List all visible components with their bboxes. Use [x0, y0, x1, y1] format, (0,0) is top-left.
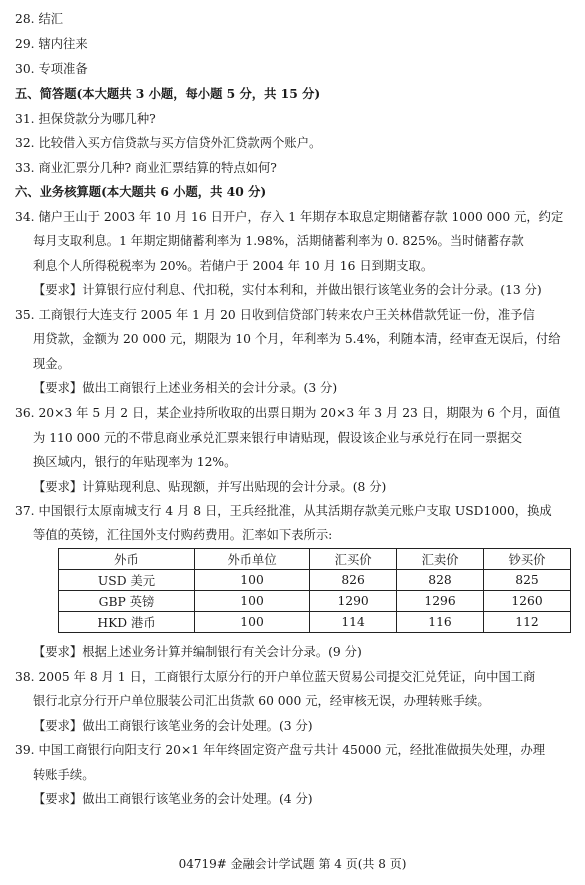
table-cell: 112 [484, 612, 571, 633]
item-38-requirement: 【要求】做出工商银行该笔业务的会计处理。(3 分) [33, 719, 313, 733]
item-38-line-1: 38. 2005 年 8 月 1 日，工商银行太原分行的开户单位蓝天贸易公司提交汇兑凭证，向中国工商 [15, 670, 536, 684]
item-34-line-2: 每月支取利息。1 年期定期储蓄利率为 1.98%，活期储蓄利率为 0. 825%。当时储蓄存款 [33, 234, 524, 248]
item-39-line-2: 转账手续。 [33, 768, 95, 782]
table-cell: GBP 英镑 [59, 591, 195, 612]
item-30: 30. 专项准备 [15, 62, 88, 76]
header-remit-buy: 汇买价 [310, 549, 397, 570]
item-38-line-2: 银行北京分行开户单位服装公司汇出货款 60 000 元，经审核无误，办理转账手续。 [33, 694, 490, 708]
item-35-line-1: 35. 工商银行大连支行 2005 年 1 月 20 日收到信贷部门转来农户王关林借款凭证一份，准予信 [15, 308, 535, 322]
table-row [59, 570, 571, 591]
table-row [59, 612, 571, 633]
table-cell: 100 [194, 570, 309, 591]
table-header-row [59, 549, 571, 570]
item-34-line-3: 利息个人所得税税率为 20%。若储户于 2004 年 10 月 16 日到期支取。 [33, 259, 434, 273]
item-34-requirement: 【要求】计算银行应付利息、代扣税，实付本利和，并做出银行该笔业务的会计分录。(13 分) [33, 283, 542, 297]
table-cell: HKD 港币 [59, 612, 195, 633]
header-cash-buy: 钞买价 [484, 549, 571, 570]
item-29: 29. 辖内往来 [15, 37, 88, 51]
item-35-line-3: 现金。 [33, 357, 70, 371]
item-32: 32. 比较借入买方信贷款与买方信贷外汇贷款两个账户。 [15, 136, 322, 150]
item-37-line-2: 等值的英镑，汇往国外支付购药费用。汇率如下表所示: [33, 528, 333, 542]
item-33: 33. 商业汇票分几种? 商业汇票结算的特点如何? [15, 161, 277, 175]
item-28: 28. 结汇 [15, 12, 64, 26]
item-35-requirement: 【要求】做出工商银行上述业务相关的会计分录。(3 分) [33, 381, 338, 395]
item-37-requirement: 【要求】根据上述业务计算并编制银行有关会计分录。(9 分) [33, 645, 362, 659]
table-cell: 825 [484, 570, 571, 591]
item-39-requirement: 【要求】做出工商银行该笔业务的会计处理。(4 分) [33, 792, 313, 806]
page-footer: 04719# 金融会计学试题 第 4 页(共 8 页) [178, 857, 407, 871]
table-cell: 100 [194, 612, 309, 633]
item-34-line-1: 34. 储户王山于 2003 年 10 月 16 日开户，存入 1 年期存本取息定期储蓄存款 1000 000 元，约定 [15, 210, 564, 224]
table-cell: 828 [397, 570, 484, 591]
item-35-line-2: 用贷款，金额为 20 000 元，期限为 10 个月，年利率为 5.4%，利随本清，经审查无误后，付给 [33, 332, 561, 346]
item-39-line-1: 39. 中国工商银行向阳支行 20×1 年年终固定资产盘亏共计 45000 元，经批准做损失处理，办理 [15, 743, 546, 757]
table-cell: 826 [310, 570, 397, 591]
table-cell: 114 [310, 612, 397, 633]
item-37-line-1: 37. 中国银行太原南城支行 4 月 8 日，王兵经批准，从其活期存款美元账户支取 USD1000，换成 [15, 504, 552, 518]
table-cell: 1296 [397, 591, 484, 612]
table-cell: 100 [194, 591, 309, 612]
header-unit: 外币单位 [194, 549, 309, 570]
table-cell: USD 美元 [59, 570, 195, 591]
item-36-line-3: 换区域内，银行的年贴现率为 12%。 [33, 455, 237, 469]
item-36-requirement: 【要求】计算贴现利息、贴现额，并写出贴现的会计分录。(8 分) [33, 480, 387, 494]
table-cell: 1260 [484, 591, 571, 612]
table-cell: 1290 [310, 591, 397, 612]
item-31: 31. 担保贷款分为哪几种? [15, 112, 156, 126]
item-36-line-1: 36. 20×3 年 5 月 2 日，某企业持所收取的出票日期为 20×3 年 3 月 23 日，期限为 6 个月，面值 [15, 406, 561, 420]
section-six-heading: 六、业务核算题(本大题共 6 小题，共 40 分) [15, 184, 267, 199]
header-remit-sell: 汇卖价 [397, 549, 484, 570]
exchange-rate-table [58, 548, 571, 633]
table-row [59, 591, 571, 612]
header-currency: 外币 [59, 549, 195, 570]
table-cell: 116 [397, 612, 484, 633]
section-five-heading: 五、简答题(本大题共 3 小题，每小题 5 分，共 15 分) [15, 86, 321, 101]
item-36-line-2: 为 110 000 元的不带息商业承兑汇票来银行申请贴现，假设该企业与承兑行在同一票据交 [33, 431, 523, 445]
